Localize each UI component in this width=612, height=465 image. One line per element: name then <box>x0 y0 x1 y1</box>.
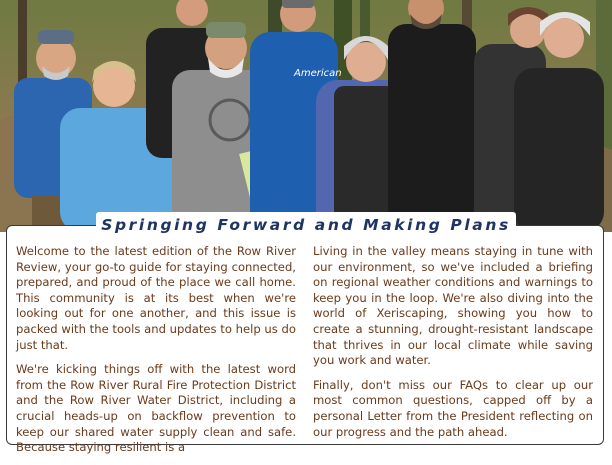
group-photo <box>0 0 612 232</box>
page-title-banner <box>96 212 516 239</box>
person-7 <box>388 0 476 232</box>
paragraph: Welcome to the latest edition of the Row River Review, your go-to guide for staying connected, prepared, and proud of the place we call home. This community is at its best when we're looking out for one another, and this issue is packed with the tools and updates to help us do just that. <box>16 244 296 352</box>
paragraph: Living in the valley means staying in tune with our environment, so we've included a briefing on regional weather conditions and warnings to keep you in the loop. We're also diving into the world of Xeriscaping, showing you how to create a stunning, drought-resistant landscape that thrives in our local climate while saving you work and water. <box>313 244 593 368</box>
paragraph: We're kicking things off with the latest word from the Row River Rural Fire Protection District and the Row River Water District, including a crucial heads-up on backflow prevention to keep our shared water supply clean and safe. Because staying resilient is a <box>16 362 296 455</box>
article-column-right <box>313 244 593 449</box>
paragraph: Finally, don't miss our FAQs to clear up our most common questions, capped off by a personal Letter from the President reflecting on our progress and the path ahead. <box>313 377 593 439</box>
page-title: Springing Forward and Making Plans <box>101 216 511 234</box>
article-column-left <box>16 244 296 465</box>
shirt-text: American <box>294 68 342 79</box>
